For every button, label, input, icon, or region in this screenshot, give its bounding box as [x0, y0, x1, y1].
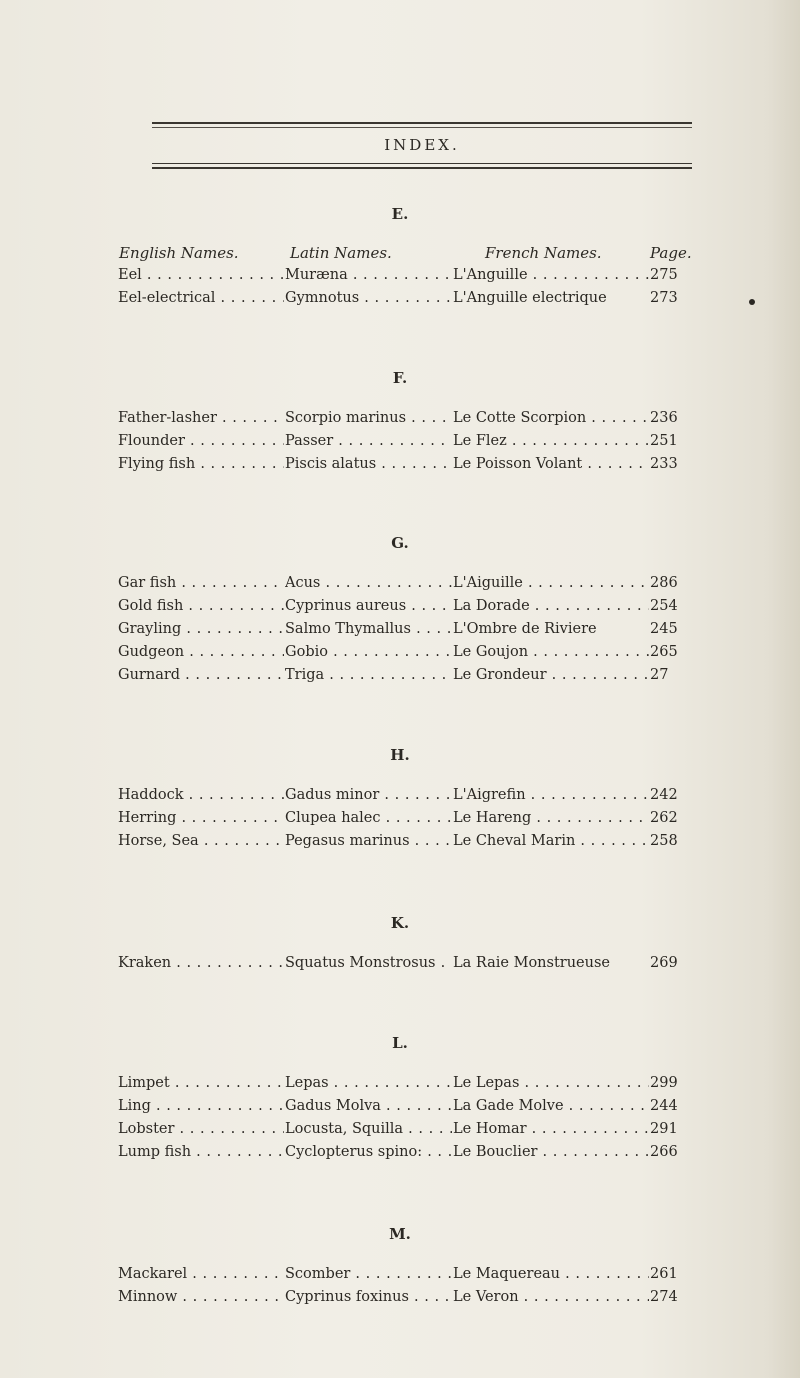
english-name: Horse, Sea . . . — [118, 833, 284, 849]
latin-name: Squatus Monstrosus . . . — [285, 955, 452, 971]
english-name: Gold fish . . . — [118, 598, 284, 614]
page-number: 236 — [650, 410, 678, 426]
french-name: Le Maquereau . . . — [453, 1266, 649, 1282]
index-row — [0, 621, 800, 641]
latin-name: Scorpio marinus . . . — [285, 410, 452, 426]
page-number: 262 — [650, 810, 678, 826]
french-name: L'Ombre de Riviere — [453, 621, 597, 637]
french-name: Le Cheval Marin . . . — [453, 833, 649, 849]
english-name: Flying fish . . . — [118, 456, 284, 472]
section-letter: F. — [392, 369, 408, 387]
index-row — [0, 955, 800, 975]
latin-name: Passer . . . — [285, 433, 452, 449]
page-number: 233 — [650, 456, 678, 472]
english-name: Lump fish . . . — [118, 1144, 284, 1160]
english-name: Minnow . . . — [118, 1289, 284, 1305]
english-name: Lobster . . . — [118, 1121, 284, 1137]
french-name: La Raie Monstrueuse — [453, 955, 611, 971]
page-number: 244 — [650, 1098, 678, 1114]
page-number: 27 — [650, 667, 669, 683]
latin-name: Salmo Thymallus . . . — [285, 621, 452, 637]
index-row — [0, 787, 800, 807]
english-name: Gudgeon . . . — [118, 644, 284, 660]
english-name: Gurnard . . . — [118, 667, 284, 683]
french-name: Le Poisson Volant . . . — [453, 456, 649, 472]
page-number: 273 — [650, 290, 678, 306]
section-letter: H. — [390, 746, 410, 764]
french-name: Le Bouclier . . . — [453, 1144, 649, 1160]
index-row — [0, 1098, 800, 1118]
index-row — [0, 644, 800, 664]
section-letter: L. — [392, 1034, 408, 1052]
index-row — [0, 1144, 800, 1164]
page-number: 251 — [650, 433, 678, 449]
latin-name: Gadus minor . . . — [285, 787, 452, 803]
french-name: Le Veron . . . — [453, 1289, 649, 1305]
english-name: Eel-electrical . . . — [118, 290, 284, 306]
french-name: La Gade Molve . . . — [453, 1098, 649, 1114]
column-header-latin: Latin Names. — [290, 244, 392, 262]
header-rule-bottom-thin — [152, 163, 692, 164]
page-number: 274 — [650, 1289, 678, 1305]
latin-name: Gadus Molva . . . — [285, 1098, 452, 1114]
french-name: L'Anguille electrique — [453, 290, 607, 306]
latin-name: Scomber . . . — [285, 1266, 452, 1282]
page-number: 269 — [650, 955, 678, 971]
latin-name: Piscis alatus . . . — [285, 456, 452, 472]
latin-name: Cyprinus foxinus . . . — [285, 1289, 452, 1305]
latin-name: Lepas . . . — [285, 1075, 452, 1091]
french-name: Le Homar . . . — [453, 1121, 649, 1137]
index-row — [0, 290, 800, 310]
index-row — [0, 1075, 800, 1095]
french-name: La Dorade . . . — [453, 598, 649, 614]
index-row — [0, 833, 800, 853]
header-rule-bottom — [152, 167, 692, 169]
latin-name: Muræna . . . — [285, 267, 452, 283]
section-letter: K. — [390, 914, 410, 932]
column-header-english: English Names. — [119, 244, 239, 262]
latin-name: Gymnotus . . . — [285, 290, 452, 306]
french-name: Le Lepas . . . — [453, 1075, 649, 1091]
latin-name: Acus . . . — [285, 575, 452, 591]
english-name: Kraken . . . — [118, 955, 284, 971]
page-number: 286 — [650, 575, 678, 591]
margin-ink-mark — [749, 299, 755, 305]
french-name: Le Grondeur . . . — [453, 667, 649, 683]
page-number: 266 — [650, 1144, 678, 1160]
french-name: L'Aiguille . . . — [453, 575, 649, 591]
english-name: Grayling . . . — [118, 621, 284, 637]
section-letter: G. — [391, 534, 409, 552]
french-name: Le Flez . . . — [453, 433, 649, 449]
english-name: Limpet . . . — [118, 1075, 284, 1091]
latin-name: Cyclopterus spino: . . . — [285, 1144, 452, 1160]
running-head: INDEX. — [384, 136, 460, 154]
page-number: 261 — [650, 1266, 678, 1282]
page-number: 242 — [650, 787, 678, 803]
index-row — [0, 410, 800, 430]
latin-name: Triga . . . — [285, 667, 452, 683]
page-number: 299 — [650, 1075, 678, 1091]
index-row — [0, 1289, 800, 1309]
index-row — [0, 267, 800, 287]
header-rule-top-thin — [152, 127, 692, 128]
english-name: Eel . . . — [118, 267, 284, 283]
column-header-french: French Names. — [485, 244, 602, 262]
column-header-page: Page. — [650, 244, 692, 262]
latin-name: Pegasus marinus . . . — [285, 833, 452, 849]
header-rule-top — [152, 122, 692, 124]
section-letter: E. — [391, 205, 409, 223]
index-row — [0, 575, 800, 595]
latin-name: Cyprinus aureus . . . — [285, 598, 452, 614]
section-letter: M. — [389, 1225, 411, 1243]
english-name: Ling . . . — [118, 1098, 284, 1114]
english-name: Gar fish . . . — [118, 575, 284, 591]
index-row — [0, 598, 800, 618]
page-number: 275 — [650, 267, 678, 283]
english-name: Mackarel . . . — [118, 1266, 284, 1282]
english-name: Herring . . . — [118, 810, 284, 826]
page-number: 291 — [650, 1121, 678, 1137]
page-number: 254 — [650, 598, 678, 614]
french-name: Le Hareng . . . — [453, 810, 649, 826]
index-row — [0, 667, 800, 687]
latin-name: Clupea halec . . . — [285, 810, 452, 826]
latin-name: Locusta, Squilla . . . — [285, 1121, 452, 1137]
french-name: Le Goujon . . . — [453, 644, 649, 660]
page-number: 265 — [650, 644, 678, 660]
english-name: Father-lasher . . . — [118, 410, 284, 426]
english-name: Flounder . . . — [118, 433, 284, 449]
french-name: Le Cotte Scorpion . . . — [453, 410, 649, 426]
french-name: L'Anguille . . . — [453, 267, 649, 283]
index-row — [0, 433, 800, 453]
index-row — [0, 810, 800, 830]
french-name: L'Aigrefin . . . — [453, 787, 649, 803]
latin-name: Gobio . . . — [285, 644, 452, 660]
page-number: 258 — [650, 833, 678, 849]
english-name: Haddock . . . — [118, 787, 284, 803]
index-row — [0, 1121, 800, 1141]
page-number: 245 — [650, 621, 678, 637]
index-row — [0, 1266, 800, 1286]
index-row — [0, 456, 800, 476]
